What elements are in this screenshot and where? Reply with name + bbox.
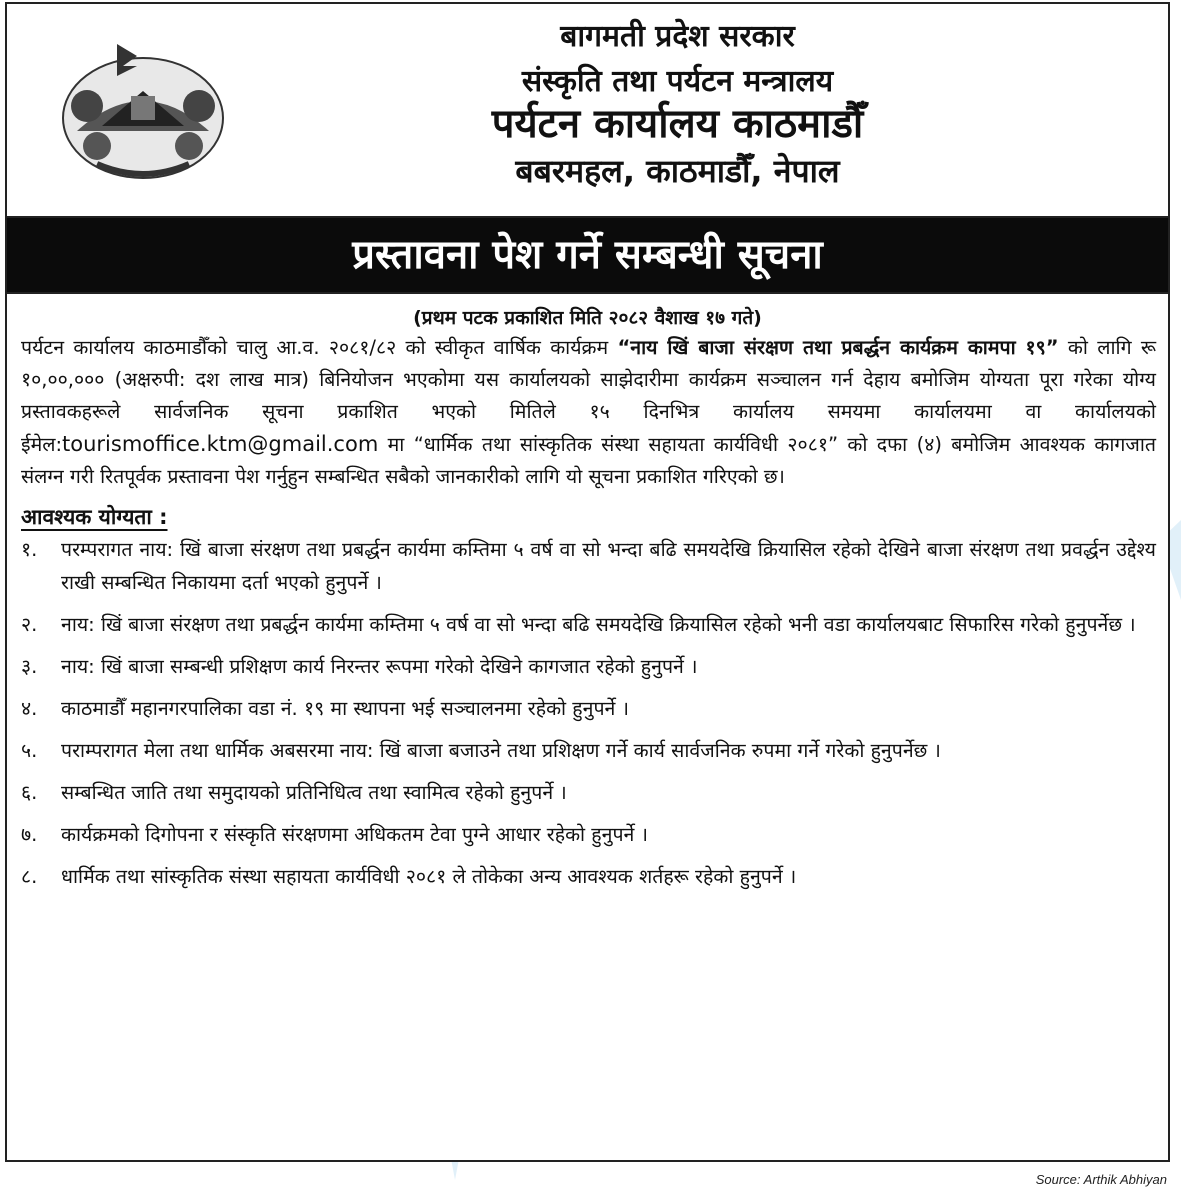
notice-text-2: को लागि रू १०,००,००० (अक्षरुपी: दश लाख मात्र) बिनियोजन भएकोमा यस कार्यालयको साझेदारीमा कार्यक्रम सञ्चालन गर्न देहाय बमोजिम योग्यता पूरा गरेका योग्य प्रस्तावकहरूले सार्वजनिक सूचना प्रकाशित भएको मितिले १५ दिनभित्र कार्यालय समयमा कार्यालयमा वा कार्यालयको ईमेल: (21, 336, 1157, 456)
item-text: नाय: खिं बाजा संरक्षण तथा प्रबर्द्धन कार्यमा कम्तिमा ५ वर्ष वा सो भन्दा बढि समयदेखि क्रियासिल रहेको भनी वडा कार्यालयबाट सिफारिस गरेको हुनुपर्नेछ । (61, 613, 1136, 636)
item-text: कार्यक्रमको दिगोपना र संस्कृति संरक्षणमा अधिकतम टेवा पुग्ने आधार रहेको हुनुपर्ने । (61, 823, 648, 846)
list-item (21, 776, 1156, 809)
item-text: परम्परागत नाय: खिं बाजा संरक्षण तथा प्रबर्द्धन कार्यमा कम्तिमा ५ वर्ष वा सो भन्दा बढि समयदेखि क्रियासिल रहेको देखिने बाजा संरक्षण तथा प्रवर्द्धन उद्देश्य राखी सम्बन्धित निकायमा दर्ता भएको हुनुपर्ने । (61, 538, 1156, 594)
nepal-government-emblem-icon (57, 36, 229, 186)
requirements-title: आवश्यक योग्यता : (21, 505, 168, 529)
list-item (21, 692, 1156, 725)
province-government: बागमती प्रदेश सरकार (560, 19, 795, 54)
header-titles (247, 14, 1108, 190)
notice-frame (5, 2, 1170, 1162)
notice-title-banner: प्रस्तावना पेश गर्ने सम्बन्धी सूचना (7, 218, 1168, 294)
item-number: ६. (21, 781, 38, 804)
header (7, 4, 1168, 218)
list-item (21, 608, 1156, 641)
ministry-name: संस्कृति तथा पर्यटन मन्त्रालय (521, 63, 834, 99)
item-number: ८. (21, 865, 38, 888)
notice-text-1: पर्यटन कार्यालय काठमाडौँको चालु आ.व. २०८१/८२ को स्वीकृत वार्षिक कार्यक्रम (21, 336, 618, 359)
item-text: पराम्परागत मेला तथा धार्मिक अबसरमा नाय: खिं बाजा बजाउने तथा प्रशिक्षण गर्ने कार्य सार्वजनिक रुपमा गर्ने गरेको हुनुपर्नेछ । (61, 739, 941, 762)
office-name: पर्यटन कार्यालय काठमाडौँ (491, 101, 864, 147)
list-item (21, 734, 1156, 767)
list-item (21, 860, 1156, 893)
requirements-list (7, 533, 1168, 893)
item-number: ७. (21, 823, 38, 846)
item-number: ३. (21, 655, 38, 678)
list-item (21, 533, 1156, 599)
item-text: सम्बन्धित जाति तथा समुदायको प्रतिनिधित्व तथा स्वामित्व रहेको हुनुपर्ने । (61, 781, 567, 804)
notice-body (7, 332, 1168, 493)
item-text: धार्मिक तथा सांस्कृतिक संस्था सहायता कार्यविधी २०८१ ले तोकेका अन्य आवश्यक शर्तहरू रहेको हुनुपर्ने । (61, 865, 797, 888)
list-item (21, 650, 1156, 683)
item-number: २. (21, 613, 38, 636)
item-text: काठमाडौँ महानगरपालिका वडा नं. १९ मा स्थापना भई सञ्चालनमा रहेको हुनुपर्ने । (61, 697, 629, 720)
publication-date: (प्रथम पटक प्रकाशित मिति २०८२ वैशाख १७ गते) (413, 307, 762, 329)
office-address: बबरमहल, काठमाडौँ, नेपाल (515, 152, 840, 190)
item-text: नाय: खिं बाजा सम्बन्धी प्रशिक्षण कार्य निरन्तर रूपमा गरेको देखिने कागजात रहेको हुनुपर्ने । (61, 655, 698, 678)
source-credit: Source: Arthik Abhiyan (1035, 1172, 1167, 1187)
item-number: ५. (21, 739, 38, 762)
program-name: “नाय खिं बाजा संरक्षण तथा प्रबर्द्धन कार्यक्रम कामपा १९” (617, 336, 1059, 359)
list-item (21, 818, 1156, 851)
notice-text-3: मा “धार्मिक तथा सांस्कृतिक संस्था सहायता कार्यविधी २०८१” को दफा (४) बमोजिम आवश्यक कागजात संलग्न गरी रितपूर्वक प्रस्तावना पेश गर्नुहुन सम्बन्धित सबैको जानकारीको लागि यो सूचना प्रकाशित गरिएको छ। (21, 433, 1156, 488)
item-number: ४. (21, 697, 38, 720)
email-address[interactable]: tourismoffice.ktm@gmail.com (62, 432, 379, 456)
item-number: १. (21, 538, 38, 561)
